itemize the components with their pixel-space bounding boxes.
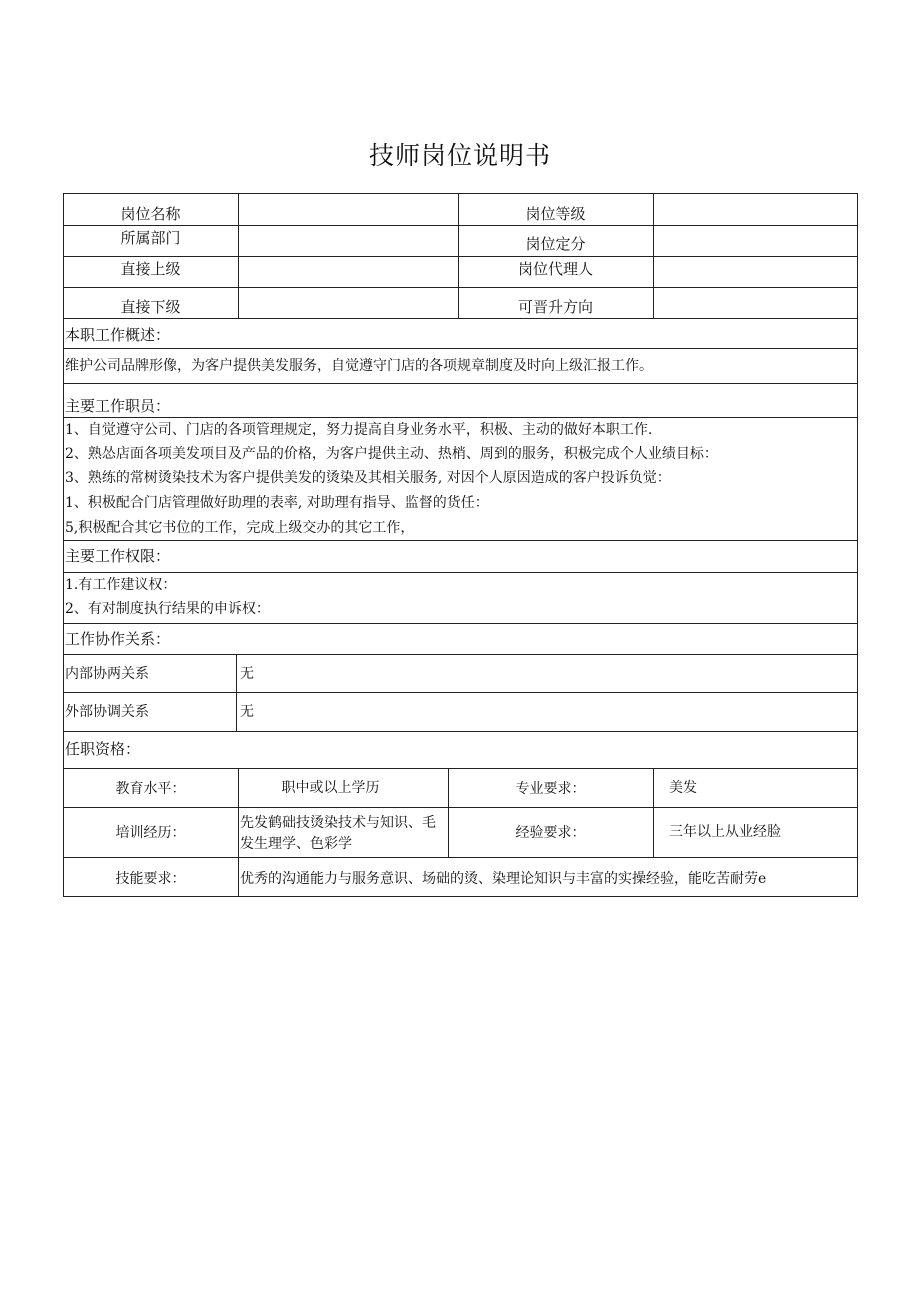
authority-item: 2、有对制度执行结果的申诉权： [65, 601, 270, 617]
qualifications-heading: 任职资格： [65, 740, 141, 758]
row-divider [63, 654, 858, 655]
skills-value: 优秀的沟通能力与服务意识、场础的烫、染理论知识与丰富的实操经验，能吃苦耐劳e [240, 871, 767, 887]
row-divider [63, 692, 858, 693]
duty-item: 5,积极配合其它书位的工作，完成上级交办的其它工作， [65, 520, 415, 536]
row-divider [63, 318, 858, 319]
experience-value: 三年以上从业经脸 [669, 824, 781, 840]
summary-heading: 本职工作概述： [65, 326, 171, 344]
label-direct-subordinate: 直接下级 [120, 298, 181, 316]
row-divider [63, 540, 858, 541]
external-relation-value: 无 [240, 704, 254, 720]
authority-item: 1.有工作建议权： [65, 577, 177, 593]
training-label: 培训经历： [115, 825, 186, 841]
duty-item: 1、积极配合门店管理做好助理的表率, 对助理有指导、监督的货任： [65, 495, 489, 511]
row-divider [63, 287, 858, 288]
label-position-deputy: 岗位代理人 [517, 260, 593, 278]
internal-relation-value: 无 [240, 666, 254, 682]
education-value: 职中或以上学历 [281, 780, 380, 796]
row-divider [63, 348, 858, 349]
row-divider [63, 256, 858, 257]
row-divider [63, 417, 858, 418]
label-promotion-path: 可晋升方向 [517, 298, 593, 316]
internal-relation-label: 内部协两关系 [65, 666, 149, 682]
column-divider [236, 654, 237, 731]
row-divider [63, 807, 858, 808]
page-title: 技师岗位说明书 [368, 141, 551, 170]
summary-text: 维护公司品牌形像，为客户提供美发服务，自觉遵守门店的各项规章制度及时向上级汇报工作。 [65, 358, 653, 374]
major-value: 美发 [669, 780, 697, 796]
major-label: 专业要求： [515, 781, 586, 797]
row-divider [63, 383, 858, 384]
experience-label: 经验要求： [515, 825, 586, 841]
authority-heading: 主要工作权限： [65, 547, 171, 565]
label-position-name: 岗位名称 [120, 205, 181, 223]
training-value: 先发鹤础技烫染技术与知识、毛发生理学、色彩学 [240, 815, 436, 852]
row-divider [63, 572, 858, 573]
column-divider [653, 193, 654, 318]
label-direct-superior: 直接上级 [120, 260, 181, 278]
duty-item: 3、熟练的常树烫染技术为客户提供美发的烫染及其相关服务, 对因个人原因造成的客户投诉负觉： [65, 470, 671, 486]
education-label: 教育水平： [115, 781, 186, 797]
row-divider [63, 225, 858, 226]
row-divider [63, 768, 858, 769]
column-divider [238, 193, 239, 318]
label-position-grade: 岗位等级 [525, 205, 586, 223]
duties-heading: 主要工作职员： [65, 397, 171, 415]
row-divider [63, 731, 858, 732]
relations-heading: 工作协作关系： [65, 630, 171, 648]
duty-item: 2、熟怂店面各项美发项目及产品的价格，为客户提供主动、热梢、周到的服务，积极完成个人业绩目标： [65, 446, 718, 462]
skills-label: 技能要求： [115, 871, 186, 887]
label-position-score: 岗位定分 [525, 235, 586, 253]
duty-item: 1、自觉遵守公司、门店的各项管理规定，努力提高自身业务水平，积极、主动的做好本职工作. [65, 422, 653, 438]
label-department: 所属部门 [120, 229, 181, 247]
row-divider [63, 857, 858, 858]
column-divider [653, 768, 654, 857]
row-divider [63, 623, 858, 624]
external-relation-label: 外部协调关系 [65, 704, 149, 720]
